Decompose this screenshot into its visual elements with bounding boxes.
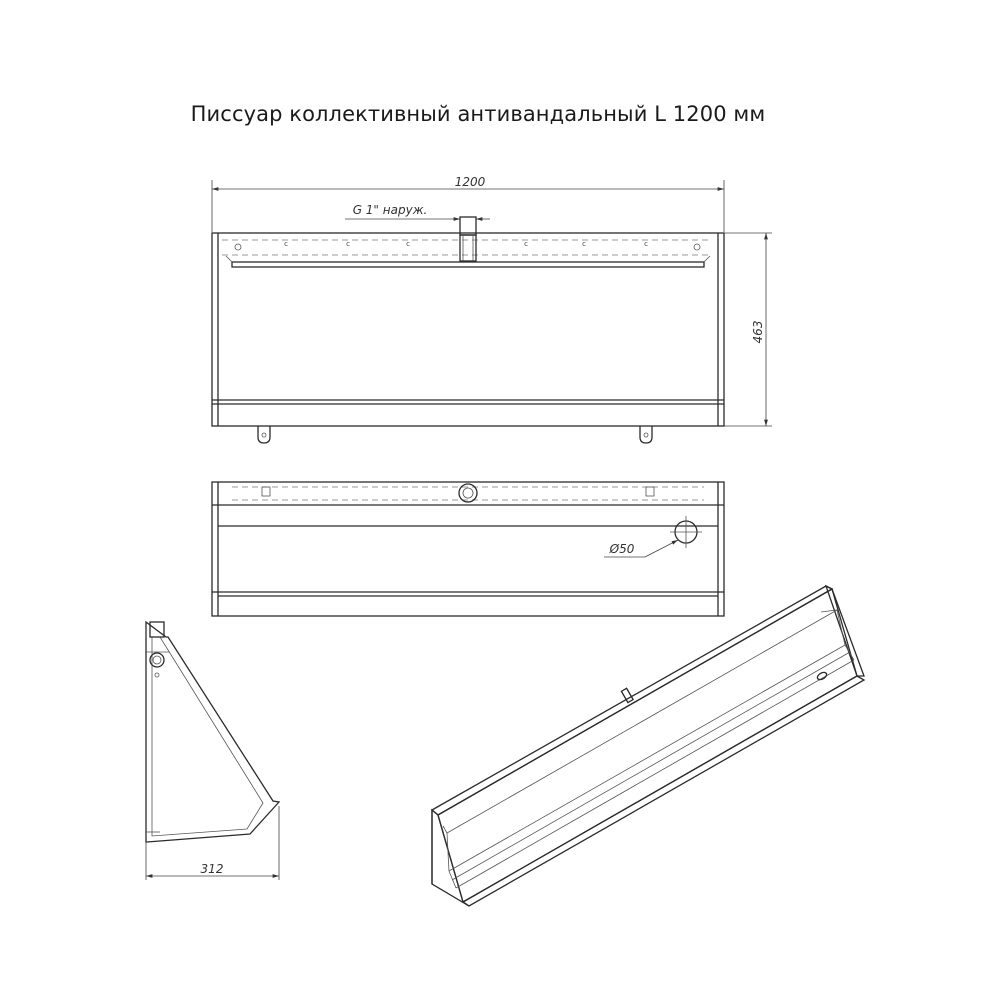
dimension-depth — [146, 806, 279, 880]
side-view — [145, 622, 279, 880]
dimension-height-label: 463 — [751, 320, 765, 344]
front-inlet-pipe — [460, 217, 476, 261]
dimension-length — [212, 175, 724, 232]
svg-text:c: c — [406, 240, 410, 248]
front-view — [212, 175, 772, 443]
front-bracket-left — [258, 426, 270, 443]
iso-drain — [816, 671, 828, 681]
front-top-rail — [232, 262, 704, 267]
dimension-drain-label: Ø50 — [609, 542, 635, 556]
iso-inlet — [621, 688, 633, 702]
svg-text:c: c — [644, 240, 648, 248]
svg-text:c: c — [582, 240, 586, 248]
svg-text:c: c — [346, 240, 350, 248]
front-bracket-right — [640, 426, 652, 443]
dimension-length-label: 1200 — [454, 175, 486, 189]
svg-text:c: c — [524, 240, 528, 248]
drain-hole — [604, 516, 702, 557]
top-view — [212, 482, 724, 616]
dimension-thread-label: G 1" наруж. — [352, 203, 428, 217]
top-fixing-marks — [262, 487, 654, 496]
svg-text:c: c — [284, 240, 288, 248]
drawing-title: Писсуар коллективный антивандальный L 1200 мм — [190, 102, 766, 126]
dimension-height — [724, 233, 772, 426]
dimension-depth-label: 312 — [200, 862, 224, 876]
front-screw-marks — [235, 240, 700, 250]
isometric-view — [432, 586, 864, 906]
